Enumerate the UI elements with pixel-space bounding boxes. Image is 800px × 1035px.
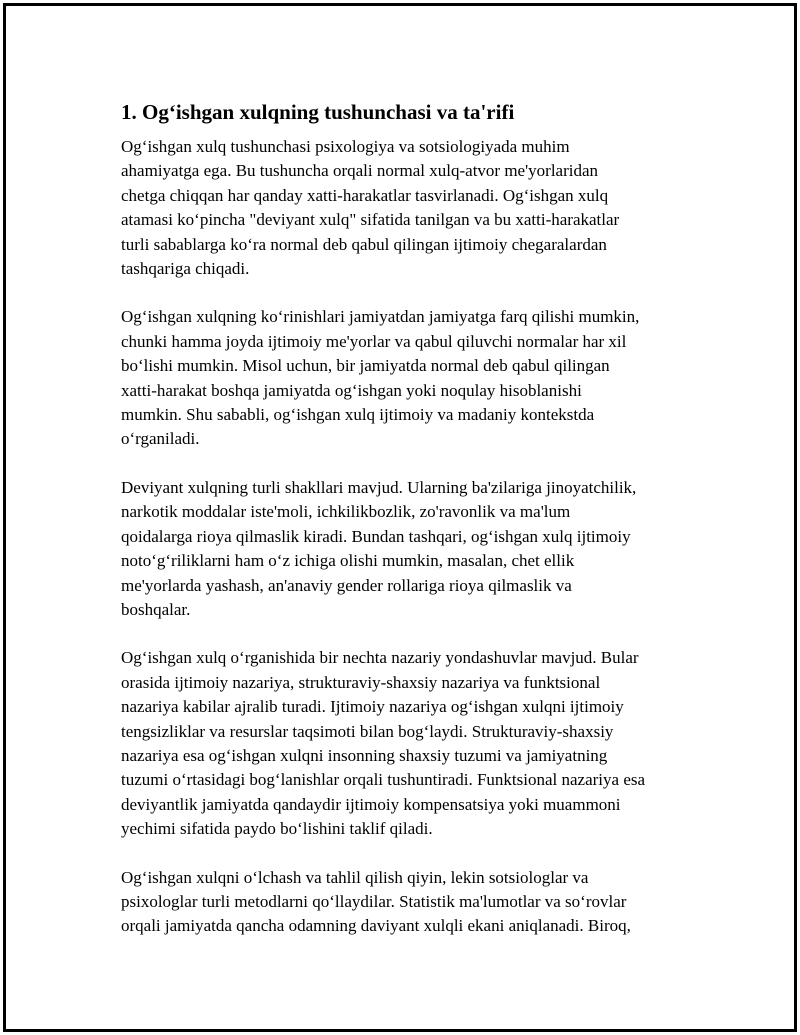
text-line: deviyantlik jamiyatda qandaydir ijtimoiy kompensatsiya yoki muammoni: [121, 794, 621, 814]
text-line: boshqalar.: [121, 599, 191, 619]
text-line: bo‘lishi mumkin. Misol uchun, bir jamiyatda normal deb qabul qilingan: [121, 356, 610, 376]
text-line: xatti-harakat boshqa jamiyatda og‘ishgan yoki noqulay hisoblanishi: [121, 380, 582, 400]
text-line: tashqariga chiqadi.: [121, 259, 250, 279]
document-page: [3, 3, 797, 1032]
text-line: qoidalarga rioya qilmaslik kiradi. Bundan tashqari, og‘ishgan xulq ijtimoiy: [121, 526, 631, 546]
text-line: mumkin. Shu sababli, og‘ishgan xulq ijtimoiy va madaniy kontekstda: [121, 405, 595, 425]
text-line: atamasi ko‘pincha "deviyant xulq" sifatida tanilgan va bu xatti-harakatlar: [121, 210, 620, 230]
text-line: o‘rganiladi.: [121, 429, 200, 449]
text-line: orasida ijtimoiy nazariya, strukturaviy-shaxsiy nazariya va funktsional: [121, 672, 601, 692]
paragraph: [121, 135, 696, 281]
text-line: chunki hamma joyda ijtimoiy me'yorlar va qabul qiluvchi normalar har xil: [121, 331, 627, 351]
text-line: psixologlar turli metodlarni qo‘llaydilar. Statistik ma'lumotlar va so‘rovlar: [121, 891, 627, 911]
text-line: tuzumi o‘rtasidagi bog‘lanishlar orqali tushuntiradi. Funktsional nazariya esa: [121, 770, 646, 790]
text-line: chetga chiqqan har qanday xatti-harakatlar tasvirlanadi. Og‘ishgan xulq: [121, 185, 609, 205]
text-line: Og‘ishgan xulqni o‘lchash va tahlil qilish qiyin, lekin sotsiologlar va: [121, 867, 589, 887]
text-line: me'yorlarda yashash, an'anaviy gender rollariga rioya qilmaslik va: [121, 575, 572, 595]
document-body: [121, 98, 696, 963]
text-line: tengsizliklar va resurslar taqsimoti bilan bog‘laydi. Strukturaviy-shaxsiy: [121, 721, 614, 741]
text-line: nazariya kabilar ajralib turadi. Ijtimoiy nazariya og‘ishgan xulqni ijtimoiy: [121, 697, 624, 717]
text-line: ahamiyatga ega. Bu tushuncha orqali normal xulq-atvor me'yorlaridan: [121, 161, 599, 181]
text-line: Og‘ishgan xulq o‘rganishida bir nechta nazariy yondashuvlar mavjud. Bular: [121, 648, 639, 668]
text-line: Og‘ishgan xulq tushunchasi psixologiya va sotsiologiyada muhim: [121, 137, 570, 156]
paragraph: [121, 866, 696, 939]
text-line: narkotik moddalar iste'moli, ichkilikbozlik, zo'ravonlik va ma'lum: [121, 502, 571, 522]
section-heading: 1. Og‘ishgan xulqning tushunchasi va ta'rifi: [121, 100, 515, 124]
text-line: yechimi sifatida paydo bo‘lishini taklif qiladi.: [121, 819, 433, 839]
text-line: orqali jamiyatda qancha odamning daviyant xulqli ekani aniqlanadi. Biroq,: [121, 916, 631, 936]
text-line: nazariya esa og‘ishgan xulqni insonning shaxsiy tuzumi va jamiyatning: [121, 745, 608, 765]
paragraph-list: [121, 135, 696, 939]
text-line: Deviyant xulqning turli shakllari mavjud. Ularning ba'zilariga jinoyatchilik,: [121, 477, 637, 497]
text-line: turli sabablarga ko‘ra normal deb qabul qilingan ijtimoiy chegaralardan: [121, 234, 607, 254]
paragraph: [121, 646, 696, 841]
text-line: Og‘ishgan xulqning ko‘rinishlari jamiyatdan jamiyatga farq qilishi mumkin,: [121, 307, 640, 327]
text-line: noto‘g‘riliklarni ham o‘z ichiga olishi mumkin, masalan, chet ellik: [121, 551, 575, 571]
paragraph: [121, 305, 696, 451]
paragraph: [121, 476, 696, 622]
